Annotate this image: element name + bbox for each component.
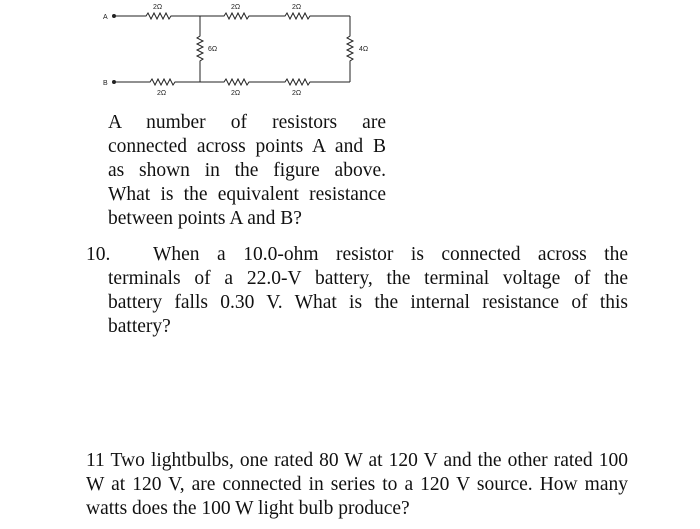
- resistor-label-bottom-middle: 2Ω: [231, 90, 241, 97]
- question-11-text: [86, 449, 628, 521]
- question-11-line: W at 120 V, are connected in series to a 120 V source. How many: [86, 474, 628, 495]
- question-10-line: battery?: [108, 316, 171, 337]
- resistor-label-bottom-left: 2Ω: [157, 90, 167, 97]
- question-10-line: When a 10.0-ohm resistor is connected across the: [153, 244, 628, 265]
- question-9-text: [108, 111, 386, 231]
- right-branch: [347, 16, 353, 82]
- question-10-line: battery falls 0.30 V. What is the internal resistance of this: [108, 292, 628, 313]
- terminal-a: [112, 14, 116, 18]
- question-9-line: as shown in the figure above.: [108, 160, 386, 181]
- resistor-label-right: 4Ω: [359, 46, 369, 53]
- top-wire: [114, 13, 350, 19]
- resistor-label-top-middle: 2Ω: [231, 4, 241, 11]
- terminal-b: [112, 80, 116, 84]
- bottom-wire: [114, 79, 350, 85]
- resistor-circuit-diagram: [0, 0, 370, 110]
- terminal-a-label: A: [103, 14, 108, 21]
- terminal-b-label: B: [103, 80, 108, 87]
- resistor-label-top-left: 2Ω: [153, 4, 163, 11]
- question-9-line: connected across points A and B: [108, 136, 386, 157]
- middle-branch: [197, 16, 203, 82]
- question-11-line: 11 Two lightbulbs, one rated 80 W at 120 V and the other rated 100: [86, 450, 628, 471]
- question-10-number: 10.: [86, 244, 111, 265]
- resistor-label-bottom-right: 2Ω: [292, 90, 302, 97]
- question-10-text: [108, 243, 628, 339]
- question-11-line: watts does the 100 W light bulb produce?: [86, 498, 410, 519]
- question-9-line: What is the equivalent resistance: [108, 184, 386, 205]
- resistor-label-top-right: 2Ω: [292, 4, 302, 11]
- resistor-label-middle: 6Ω: [208, 46, 218, 53]
- question-10-line: terminals of a 22.0-V battery, the terminal voltage of the: [108, 268, 628, 289]
- question-9-line: A number of resistors are: [108, 112, 386, 133]
- question-9-line: between points A and B?: [108, 208, 302, 229]
